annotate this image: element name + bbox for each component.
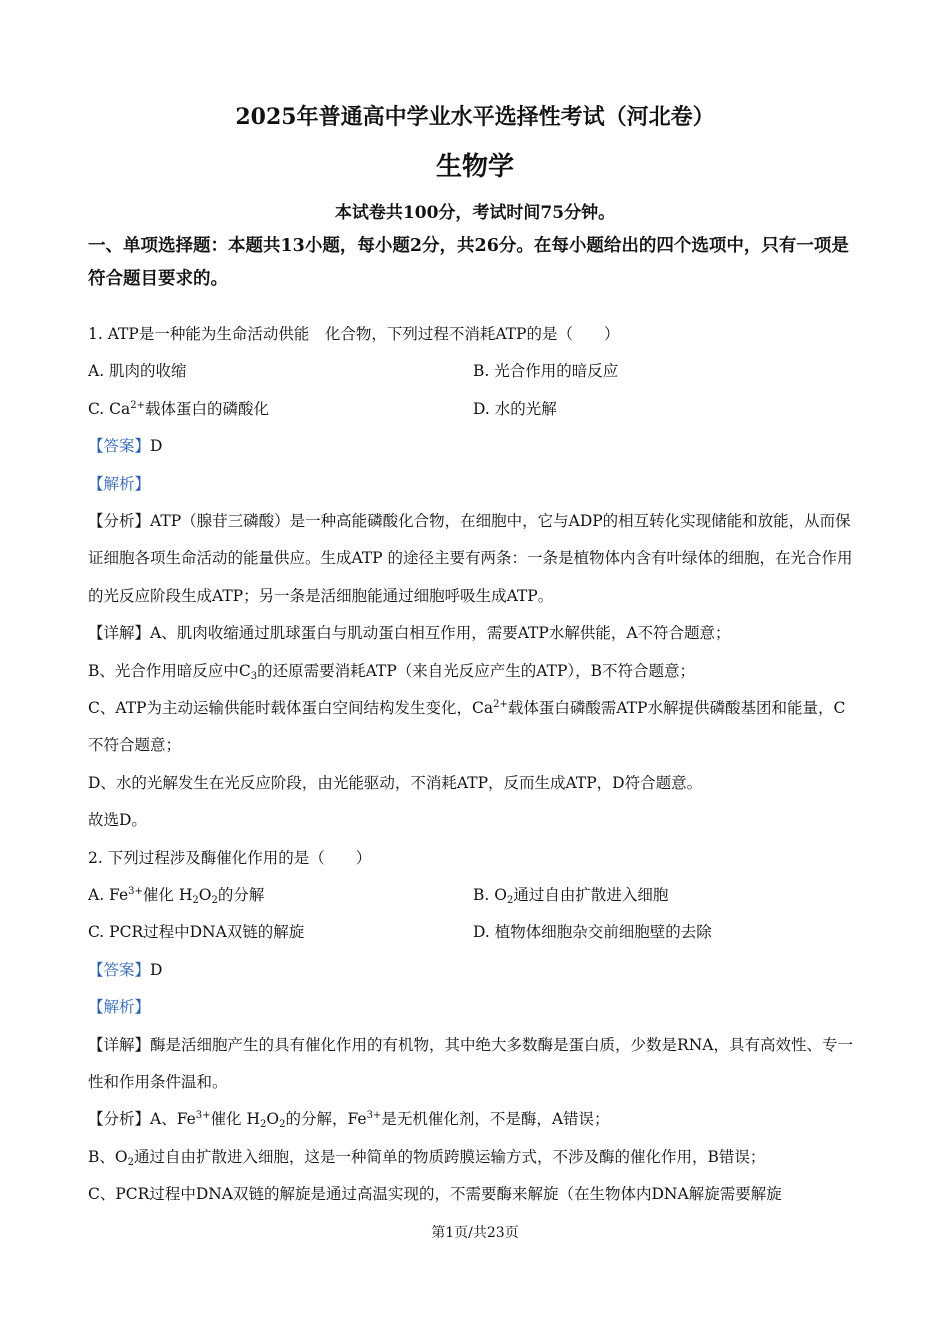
page-number: 第1页/共23页 [431, 1225, 519, 1241]
q1-options-row2 [88, 391, 858, 428]
answer-tag: 【答案】 [88, 437, 151, 456]
q1-stem: 1. ATP是一种能为生命活动供能 化合物，下列过程不消耗ATP的是（ ） [88, 325, 620, 343]
q1-option-d: D. 水的光解 [473, 399, 557, 418]
subject-title: 生物学 [435, 152, 514, 182]
q1-option-c: C. $Ca^{2+}$载体蛋白的磷酸化 [88, 399, 270, 418]
q1-conclusion: 故选D。 [88, 811, 147, 830]
q1-answer: 【答案】D [88, 437, 163, 456]
q2-analysis-tag: 【解析】 [88, 998, 151, 1017]
q1-fenxi: 【分析】ATP（腺苷三磷酸）是一种高能磷酸化合物，在细胞中，它与ADP的相互转化实现储能和放能，从而保证细胞各项生命活动的能量供应。生成ATP 的途径主要有两条：一条是植物体内含有叶绿体的细胞，在光合作用的光反应阶段生成ATP；另一条是活细胞能通过细胞呼吸生成ATP。 [88, 511, 853, 605]
q2-answer: 【答案】D [88, 960, 163, 979]
q2-option-b: B. $O_2$通过自由扩散进入细胞 [473, 885, 669, 906]
q2-options-row2 [88, 914, 858, 951]
q1-detail-a: 【详解】A、肌肉收缩通过肌球蛋白与肌动蛋白相互作用，需要ATP水解供能，A不符合题意； [88, 624, 731, 643]
q1-detail-c: C、ATP为主动运输供能时载体蛋白空间结构发生变化，$Ca^{2+}$载体蛋白磷酸需ATP水解提供磷酸基团和能量，C不符合题意； [88, 698, 846, 755]
q2-stem: 2. 下列过程涉及酶催化作用的是（ ） [88, 848, 372, 867]
question-body [88, 316, 858, 1213]
q2-fenxi-b: B、$O_2$通过自由扩散进入细胞，这是一种简单的物质跨膜运输方式，不涉及酶的催化作用，B错误； [88, 1147, 766, 1168]
q2-fenxi-a: 【分析】A、$Fe^{3+}$催化 $H_2O_2$的分解，$Fe^{3+}$是无机催化剂，不是酶，A错误； [88, 1110, 610, 1131]
q1-analysis-tag: 【解析】 [88, 474, 151, 493]
exam-info: 本试卷共100分，考试时间75分钟。 [334, 203, 616, 223]
q2-option-d: D. 植物体细胞杂交前细胞壁的去除 [473, 923, 712, 942]
q2-options-row1 [88, 877, 858, 914]
q1-detail-d: D、水的光解发生在光反应阶段，由光能驱动，不消耗ATP，反而生成ATP，D符合题意。 [88, 773, 703, 792]
answer-tag: 【答案】 [88, 960, 151, 979]
q1-option-a: A. 肌肉的收缩 [88, 362, 187, 381]
q1-option-b: B. 光合作用的暗反应 [473, 362, 619, 381]
q2-option-a: A. $Fe^{3+}$催化 $H_2O_2$的分解 [88, 885, 265, 906]
exam-title: 2025年普通高中学业水平选择性考试（河北卷） [235, 104, 715, 130]
q1-detail-b: B、光合作用暗反应中$C_3$的还原需要消耗ATP（来自光反应产生的ATP），B不符合题意； [88, 661, 696, 682]
q2-fenxi-c: C、PCR过程中DNA双链的解旋是通过高温实现的，不需要酶来解旋（在生物体内DNA解旋需要解旋 [88, 1185, 782, 1204]
q1-options-row1 [88, 353, 858, 390]
q2-xiangjie: 【详解】酶是活细胞产生的具有催化作用的有机物，其中绝大多数酶是蛋白质，少数是RNA，具有高效性、专一性和作用条件温和。 [88, 1035, 853, 1091]
q2-option-c: C. PCR过程中DNA双链的解旋 [88, 923, 305, 942]
section-heading: 一、单项选择题：本题共13小题，每小题2分，共26分。在每小题给出的四个选项中，只有一项是符合题目要求的。 [88, 236, 849, 289]
